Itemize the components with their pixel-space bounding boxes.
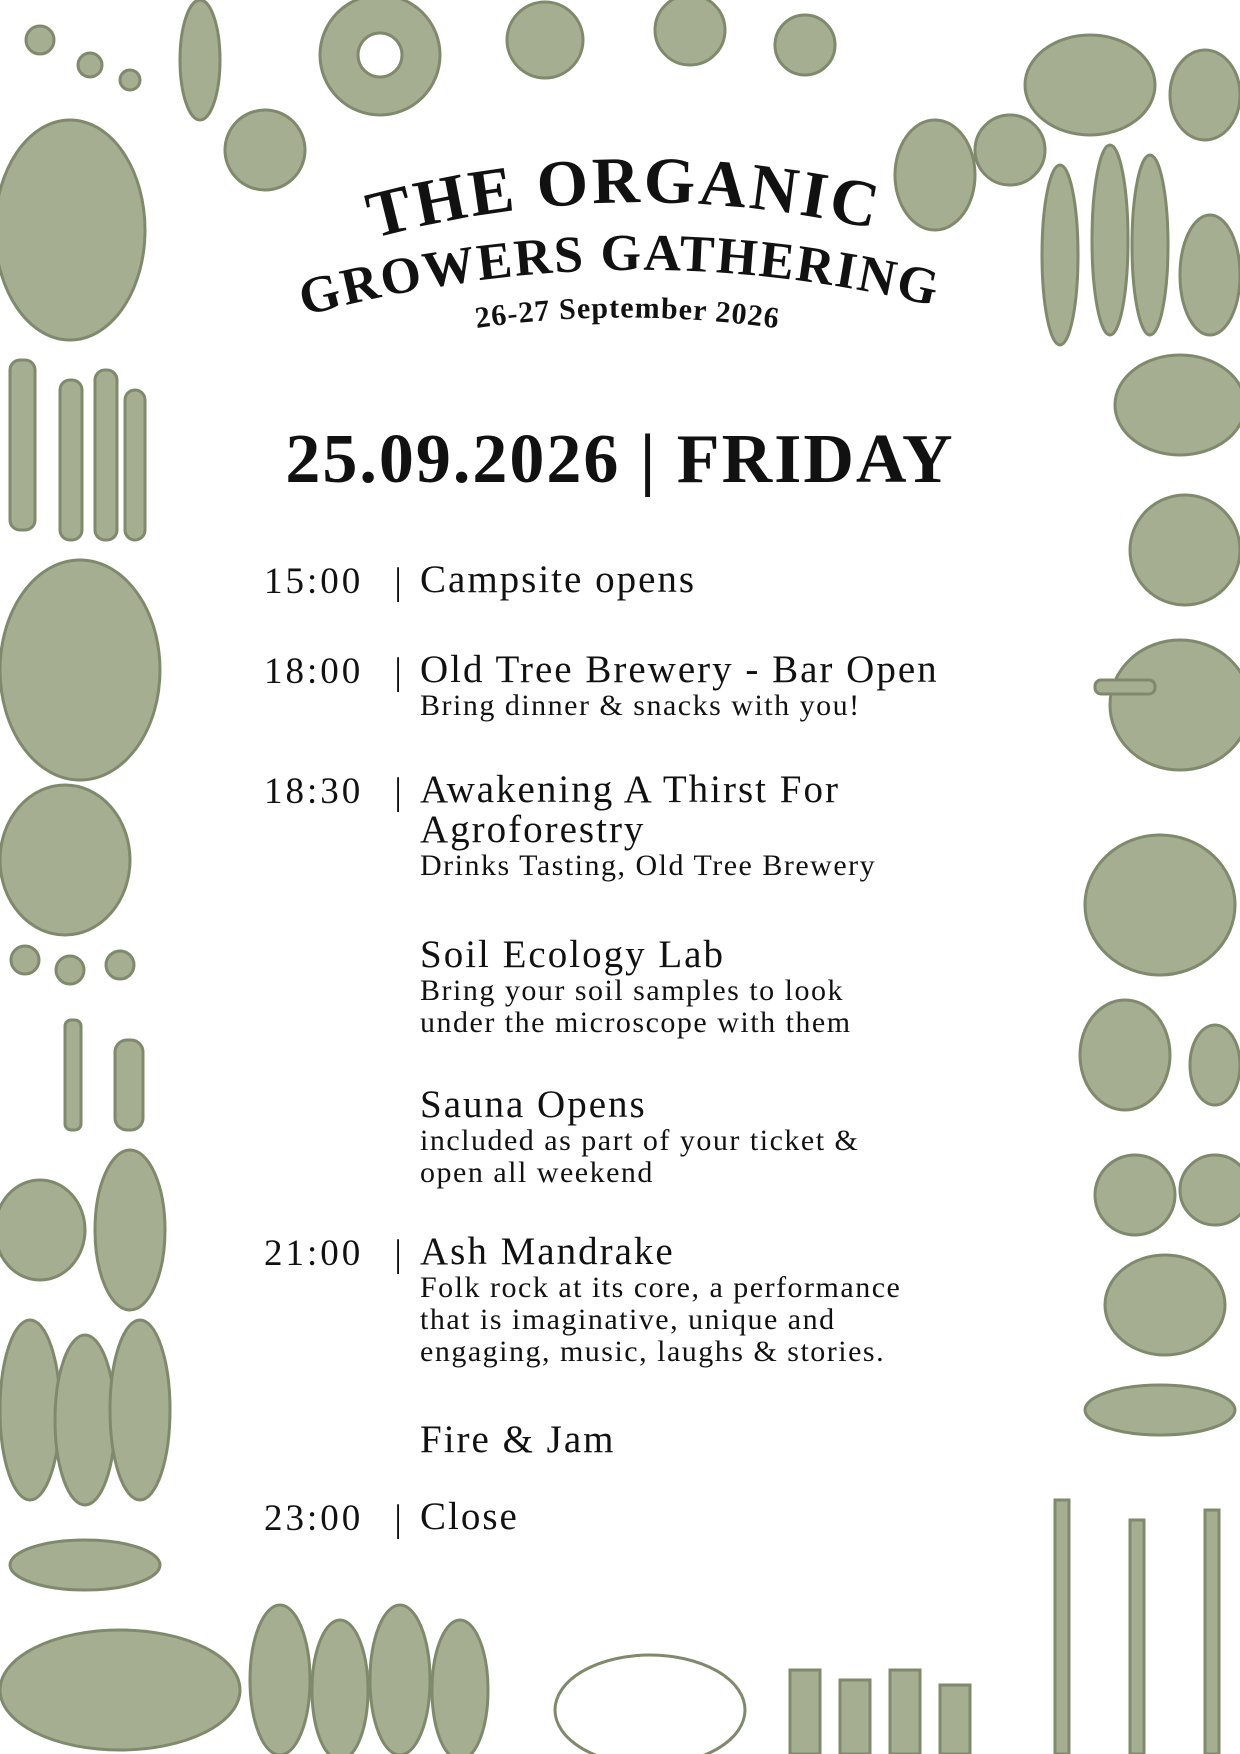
- entry-body: [420, 1497, 1060, 1537]
- lettuce-icon: [0, 785, 130, 935]
- entry-description: Bring dinner & snacks with you!: [420, 689, 861, 722]
- entry-description: Drinks Tasting, Old Tree Brewery: [420, 849, 877, 882]
- hands-seedling-icon: [555, 1655, 745, 1754]
- entry-title: Soil Ecology Lab: [420, 933, 725, 976]
- artichoke-icon: [1080, 1000, 1170, 1110]
- festival-title-lettering: [0, 0, 1240, 340]
- beetroot-icon: [0, 1320, 60, 1500]
- entry-title: Ash Mandrake: [420, 1230, 675, 1273]
- entry-title: Close: [420, 1495, 519, 1538]
- entry-title: Sauna Opens: [420, 1083, 647, 1126]
- festival-title-line1: THE ORGANIC: [359, 143, 888, 253]
- cucumber-icon: [1085, 1385, 1235, 1435]
- hands-soil-icon: [1085, 835, 1235, 975]
- kohlrabi-icon: [0, 560, 160, 780]
- leafy-greens-icon: [0, 1630, 240, 1750]
- entry-body: [420, 1085, 1060, 1189]
- entry-separator: |: [394, 561, 402, 603]
- entry-title: Campsite opens: [420, 558, 697, 601]
- pumpkin-vine-icon: [1105, 1255, 1225, 1355]
- festival-dates: 26-27 September 2026: [473, 291, 782, 336]
- entry-title: Old Tree Brewery - Bar Open: [420, 648, 939, 691]
- entry-body: [420, 1232, 1060, 1368]
- entry-body: [420, 1420, 1060, 1460]
- entry-time: 18:00: [264, 651, 364, 692]
- watering-can-icon: [1110, 640, 1240, 770]
- entry-body: [420, 650, 1060, 722]
- trowel-icon: [115, 1040, 143, 1130]
- leek-icon: [790, 1670, 820, 1754]
- entry-description: Bring your soil samples to look under the microscope with them: [420, 974, 852, 1039]
- hand-planting-icon: [95, 1150, 165, 1310]
- entry-time: 18:30: [264, 771, 364, 812]
- festival-title-line2: GROWERS GATHERING: [292, 224, 946, 328]
- svg-text:26-27 September 2026: [473, 291, 782, 335]
- radicchio-icon: [1130, 495, 1240, 605]
- wheat-icon: [250, 1605, 310, 1754]
- entry-separator: |: [394, 771, 402, 813]
- entry-time: 21:00: [264, 1233, 364, 1274]
- garden-fork-icon: [65, 1020, 81, 1130]
- entry-description: Folk rock at its core, a performance that is imaginative, unique and engaging, music, laughs & stories.: [420, 1271, 902, 1368]
- entry-description: included as part of your ticket & open all weekend: [420, 1124, 860, 1189]
- entry-title: Awakening A Thirst For Agroforestry: [420, 768, 840, 851]
- entry-time: 23:00: [264, 1498, 364, 1539]
- corn-stalk-icon: [1055, 1500, 1069, 1754]
- entry-separator: |: [394, 651, 402, 693]
- entry-separator: |: [394, 1498, 402, 1540]
- day-heading: 25.09.2026 | FRIDAY: [285, 421, 955, 498]
- entry-separator: |: [394, 1233, 402, 1275]
- entry-time: 15:00: [264, 561, 364, 602]
- tomato-icon: [1095, 1155, 1175, 1235]
- entry-body: [420, 560, 1060, 600]
- entry-title: Fire & Jam: [420, 1418, 616, 1461]
- entry-body: [420, 935, 1060, 1039]
- entry-body: [420, 770, 1060, 882]
- corn-cob-icon: [10, 1540, 160, 1590]
